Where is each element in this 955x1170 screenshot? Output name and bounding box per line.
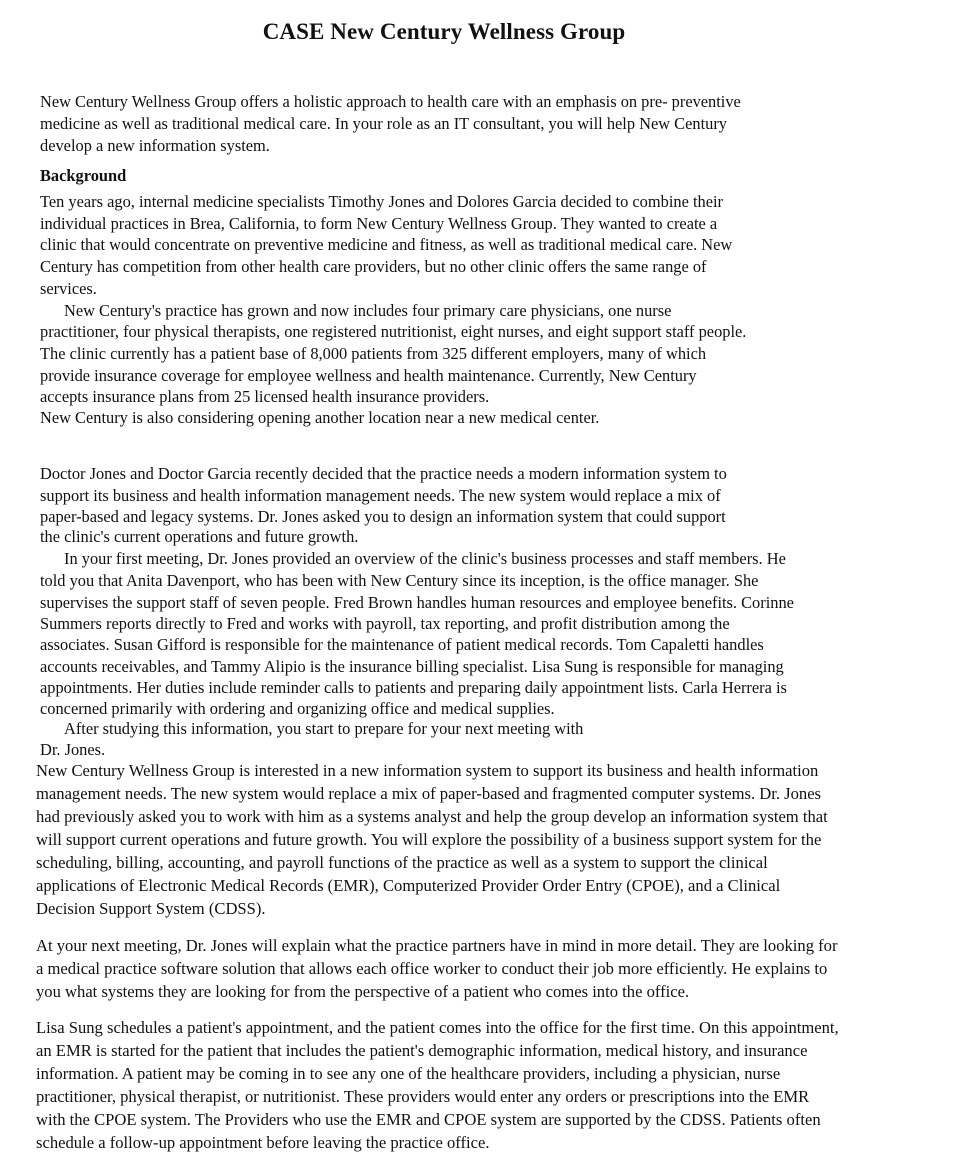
system-line: had previously asked you to work with him as a systems analyst and help the group develop an information system that	[36, 807, 828, 826]
background-line: New Century's practice has grown and now includes four primary care physicians, one nurse	[64, 301, 672, 320]
background-line: individual practices in Brea, California, to form New Century Wellness Group. They wanted to create a	[40, 214, 718, 233]
section-heading-background: Background	[40, 166, 127, 185]
intro-line: develop a new information system.	[40, 136, 270, 155]
next-meeting-line: you what systems they are looking for from the perspective of a patient who comes into the office.	[36, 982, 690, 1001]
system-line: management needs. The new system would replace a mix of paper-based and fragmented computer systems. Dr. Jones	[36, 784, 822, 803]
meeting-line: concerned primarily with ordering and organizing office and medical supplies.	[40, 699, 555, 718]
meeting-line: appointments. Her duties include reminder calls to patients and preparing daily appointment lists. Carla Herrera is	[40, 678, 787, 697]
background-line: The clinic currently has a patient base of 8,000 patients from 325 different employers, many of which	[40, 344, 707, 363]
background-line: Ten years ago, internal medicine specialists Timothy Jones and Dolores Garcia decided to combine their	[40, 192, 723, 211]
lisa-line: schedule a follow-up appointment before leaving the practice office.	[36, 1133, 490, 1152]
background-line: provide insurance coverage for employee wellness and health maintenance. Currently, New Century	[40, 366, 697, 385]
lisa-line: practitioner, physical therapist, or nutritionist. These providers would enter any orders or prescriptions into the EMR	[36, 1087, 810, 1106]
meeting-line: Dr. Jones.	[40, 740, 106, 759]
meeting-line: paper-based and legacy systems. Dr. Jones asked you to design an information system that could support	[40, 507, 726, 526]
intro-line: New Century Wellness Group offers a holistic approach to health care with an emphasis on pre- preventive	[40, 92, 741, 111]
lisa-line: information. A patient may be coming in to see any one of the healthcare providers, including a physician, nurse	[36, 1064, 781, 1083]
system-line: will support current operations and future growth. You will explore the possibility of a business support system for the	[36, 830, 822, 849]
intro-line: medicine as well as traditional medical care. In your role as an IT consultant, you will help New Century	[40, 114, 727, 133]
background-line: clinic that would concentrate on preventive medicine and fitness, as well as traditional medical care. New	[40, 235, 733, 254]
meeting-line: Doctor Jones and Doctor Garcia recently decided that the practice needs a modern information system to	[40, 464, 727, 483]
meeting-line: supervises the support staff of seven people. Fred Brown handles human resources and employee benefits. Corinne	[40, 593, 794, 612]
meeting-line: associates. Susan Gifford is responsible for the maintenance of patient medical records. Tom Capaletti handles	[40, 635, 764, 654]
system-line: New Century Wellness Group is interested in a new information system to support its business and health information	[36, 761, 819, 780]
background-line: New Century is also considering opening another location near a new medical center.	[40, 408, 600, 427]
background-line: services.	[40, 279, 97, 298]
system-line: Decision Support System (CDSS).	[36, 899, 266, 918]
system-line: scheduling, billing, accounting, and payroll functions of the practice as well as a system to support the clinical	[36, 853, 768, 872]
meeting-line: accounts receivables, and Tammy Alipio is the insurance billing specialist. Lisa Sung is responsible for managing	[40, 657, 784, 676]
meeting-line: In your first meeting, Dr. Jones provided an overview of the clinic's business processes and staff members. He	[64, 549, 786, 568]
system-line: applications of Electronic Medical Records (EMR), Computerized Provider Order Entry (CPOE), and a Clinical	[36, 876, 781, 895]
next-meeting-line: At your next meeting, Dr. Jones will explain what the practice partners have in mind in more detail. They are looking for	[36, 936, 838, 955]
next-meeting-line: a medical practice software solution that allows each office worker to conduct their job more efficiently. He explains to	[36, 959, 828, 978]
page-title: CASE New Century Wellness Group	[262, 19, 626, 44]
meeting-line: the clinic's current operations and future growth.	[40, 527, 359, 546]
lisa-line: with the CPOE system. The Providers who use the EMR and CPOE system are supported by the CDSS. Patients often	[36, 1110, 821, 1129]
meeting-line: After studying this information, you start to prepare for your next meeting with	[64, 719, 584, 738]
meeting-line: told you that Anita Davenport, who has been with New Century since its inception, is the office manager. She	[40, 571, 759, 590]
background-line: practitioner, four physical therapists, one registered nutritionist, eight nurses, and eight support staff people.	[40, 322, 747, 341]
lisa-line: Lisa Sung schedules a patient's appointment, and the patient comes into the office for the first time. On this appointment,	[36, 1018, 839, 1037]
meeting-line: support its business and health information management needs. The new system would replace a mix of	[40, 486, 721, 505]
background-line: Century has competition from other health care providers, but no other clinic offers the same range of	[40, 257, 707, 276]
lisa-line: an EMR is started for the patient that includes the patient's demographic information, medical history, and insurance	[36, 1041, 808, 1060]
background-line: accepts insurance plans from 25 licensed health insurance providers.	[40, 387, 490, 406]
meeting-line: Summers reports directly to Fred and works with payroll, tax reporting, and profit distribution among the	[40, 614, 730, 633]
